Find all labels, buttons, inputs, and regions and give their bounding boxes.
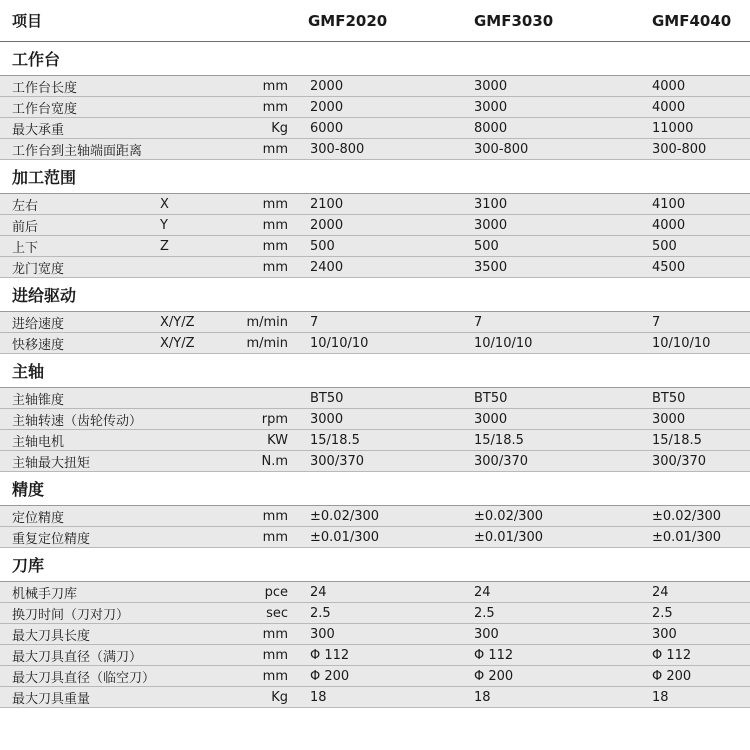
row-value-2: 300-800	[474, 141, 529, 157]
row-value-3: 4500	[652, 259, 686, 275]
row-name: 最大刀具直径（临空刀）	[12, 670, 156, 686]
table-row	[0, 451, 750, 472]
row-value-2: 300	[474, 626, 499, 642]
row-value-1: BT50	[310, 390, 344, 406]
section-header	[0, 42, 750, 76]
table-row	[0, 215, 750, 236]
row-value-3: 4100	[652, 196, 686, 212]
row-value-3: ±0.02/300	[652, 508, 722, 524]
row-unit: rpm	[261, 411, 288, 427]
row-axis: X/Y/Z	[160, 335, 195, 351]
row-value-2: 3500	[474, 259, 508, 275]
row-name: 机械手刀库	[12, 586, 78, 602]
row-value-3: BT50	[652, 390, 686, 406]
row-value-1: 18	[310, 689, 327, 705]
row-unit: sec	[266, 605, 288, 621]
section-title: 进给驱动	[12, 286, 77, 305]
row-name: 工作台长度	[12, 80, 78, 96]
table-row	[0, 118, 750, 139]
row-value-1: 15/18.5	[310, 432, 360, 448]
row-name: 最大刀具长度	[12, 628, 91, 644]
row-value-2: Φ 200	[474, 668, 514, 684]
row-name: 进给速度	[12, 316, 65, 332]
table-row	[0, 257, 750, 278]
row-value-1: 7	[310, 314, 319, 330]
row-name: 最大刀具重量	[12, 691, 91, 707]
row-unit: mm	[262, 668, 288, 684]
row-value-3: 4000	[652, 217, 686, 233]
table-row	[0, 194, 750, 215]
section-title: 精度	[12, 480, 45, 499]
row-value-1: ±0.02/300	[310, 508, 380, 524]
row-name: 定位精度	[12, 510, 65, 526]
row-value-2: 3100	[474, 196, 508, 212]
row-name: 左右	[12, 198, 39, 214]
row-unit: m/min	[246, 314, 288, 330]
table-row	[0, 409, 750, 430]
row-name: 主轴转速（齿轮传动）	[12, 413, 143, 429]
header-model-3: GMF4040	[652, 11, 732, 30]
row-value-1: 6000	[310, 120, 344, 136]
section-header	[0, 160, 750, 194]
row-value-2: 8000	[474, 120, 508, 136]
section-header	[0, 354, 750, 388]
header-model-2: GMF3030	[474, 11, 554, 30]
row-value-2: ±0.01/300	[474, 529, 544, 545]
table-row	[0, 603, 750, 624]
row-unit: mm	[262, 196, 288, 212]
table-row	[0, 527, 750, 548]
row-name: 主轴最大扭矩	[12, 455, 91, 471]
row-value-2: 300/370	[474, 453, 529, 469]
row-unit: mm	[262, 508, 288, 524]
row-value-3: 300-800	[652, 141, 707, 157]
table-row	[0, 666, 750, 687]
row-name: 前后	[12, 219, 39, 235]
row-value-3: 3000	[652, 411, 686, 427]
row-value-1: Φ 200	[310, 668, 350, 684]
row-unit: mm	[262, 529, 288, 545]
row-value-3: 4000	[652, 99, 686, 115]
row-unit: mm	[262, 78, 288, 94]
row-value-1: 3000	[310, 411, 344, 427]
table-row	[0, 312, 750, 333]
row-value-1: 2000	[310, 99, 344, 115]
row-name: 最大承重	[12, 122, 65, 138]
table-row	[0, 687, 750, 708]
row-value-1: 24	[310, 584, 327, 600]
row-name: 最大刀具直径（满刀）	[12, 649, 143, 665]
row-name: 换刀时间（刀对刀）	[12, 607, 130, 623]
row-axis: Z	[160, 238, 169, 254]
row-unit: mm	[262, 141, 288, 157]
row-value-1: 300-800	[310, 141, 365, 157]
row-value-1: 300/370	[310, 453, 365, 469]
row-value-2: 500	[474, 238, 499, 254]
table-row	[0, 430, 750, 451]
table-row	[0, 236, 750, 257]
row-value-3: 7	[652, 314, 661, 330]
row-value-3: ±0.01/300	[652, 529, 722, 545]
section-title: 加工范围	[12, 168, 77, 187]
row-value-3: 500	[652, 238, 677, 254]
row-name: 主轴锥度	[12, 392, 65, 408]
row-unit: N.m	[261, 453, 288, 469]
row-unit: KW	[267, 432, 288, 448]
row-value-3: 4000	[652, 78, 686, 94]
table-row	[0, 333, 750, 354]
row-value-1: 2100	[310, 196, 344, 212]
header-label: 项目	[12, 12, 43, 30]
table-row	[0, 582, 750, 603]
section-header	[0, 548, 750, 582]
row-value-1: 2000	[310, 217, 344, 233]
section-title: 刀库	[12, 556, 45, 575]
row-value-3: 24	[652, 584, 669, 600]
row-name: 重复定位精度	[12, 531, 91, 547]
row-unit: m/min	[246, 335, 288, 351]
row-axis: X	[160, 196, 169, 212]
row-value-3: 15/18.5	[652, 432, 702, 448]
row-value-1: 10/10/10	[310, 335, 369, 351]
row-unit: mm	[262, 259, 288, 275]
row-value-3: 11000	[652, 120, 694, 136]
row-value-2: 18	[474, 689, 491, 705]
row-value-2: 10/10/10	[474, 335, 533, 351]
row-unit: Kg	[271, 689, 288, 705]
row-value-1: Φ 112	[310, 647, 350, 663]
row-value-1: 2000	[310, 78, 344, 94]
row-name: 工作台到主轴端面距离	[12, 143, 143, 159]
row-value-2: 3000	[474, 99, 508, 115]
table-row	[0, 139, 750, 160]
row-value-3: 300/370	[652, 453, 707, 469]
row-value-2: 3000	[474, 411, 508, 427]
row-value-2: 2.5	[474, 605, 495, 621]
row-name: 工作台宽度	[12, 101, 78, 117]
row-value-1: 500	[310, 238, 335, 254]
table-row	[0, 388, 750, 409]
row-unit: pce	[264, 584, 288, 600]
row-unit: Kg	[271, 120, 288, 136]
row-value-2: 7	[474, 314, 483, 330]
row-value-3: Φ 112	[652, 647, 692, 663]
header-model-1: GMF2020	[308, 11, 388, 30]
row-value-2: 15/18.5	[474, 432, 524, 448]
section-header	[0, 278, 750, 312]
table-header	[0, 0, 750, 42]
row-value-2: BT50	[474, 390, 508, 406]
row-name: 主轴电机	[12, 434, 65, 450]
row-name: 上下	[12, 240, 39, 256]
row-value-3: 18	[652, 689, 669, 705]
row-value-2: 3000	[474, 217, 508, 233]
table-row	[0, 97, 750, 118]
row-value-2: 3000	[474, 78, 508, 94]
row-value-1: ±0.01/300	[310, 529, 380, 545]
section-header	[0, 472, 750, 506]
table-row	[0, 624, 750, 645]
table-row	[0, 506, 750, 527]
row-value-1: 2.5	[310, 605, 331, 621]
row-unit: mm	[262, 647, 288, 663]
row-value-3: Φ 200	[652, 668, 692, 684]
row-value-2: Φ 112	[474, 647, 514, 663]
row-name: 龙门宽度	[12, 261, 65, 277]
row-unit: mm	[262, 238, 288, 254]
table-row	[0, 76, 750, 97]
row-value-3: 300	[652, 626, 677, 642]
row-value-2: ±0.02/300	[474, 508, 544, 524]
row-value-1: 300	[310, 626, 335, 642]
row-axis: X/Y/Z	[160, 314, 195, 330]
row-value-2: 24	[474, 584, 491, 600]
table-row	[0, 645, 750, 666]
section-title: 工作台	[12, 50, 61, 69]
row-axis: Y	[160, 217, 168, 233]
row-value-1: 2400	[310, 259, 344, 275]
row-value-3: 2.5	[652, 605, 673, 621]
row-name: 快移速度	[12, 337, 65, 353]
section-title: 主轴	[12, 362, 45, 381]
row-unit: mm	[262, 99, 288, 115]
row-unit: mm	[262, 217, 288, 233]
row-value-3: 10/10/10	[652, 335, 711, 351]
row-unit	[210, 388, 288, 408]
row-unit: mm	[262, 626, 288, 642]
